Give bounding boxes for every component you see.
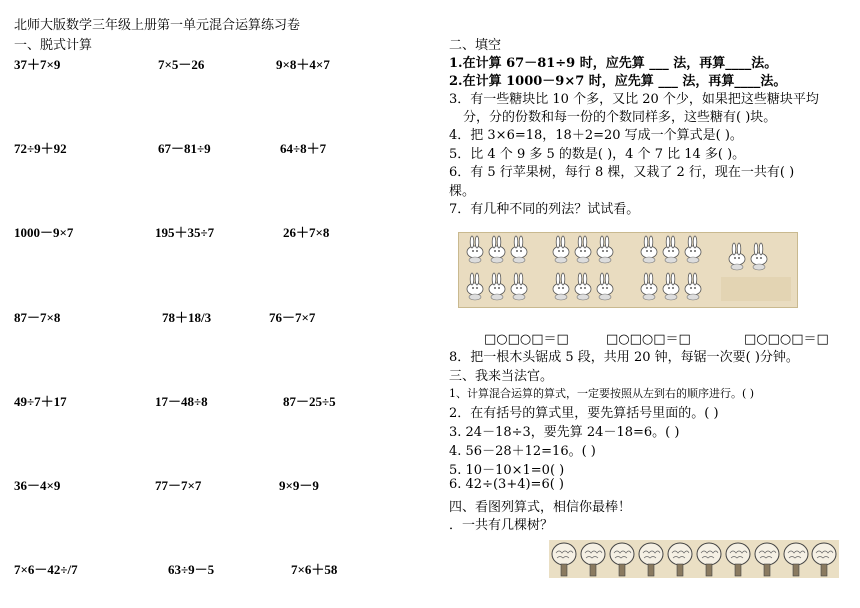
fill-question-1: 1.在计算 67－81÷9 时，应先算 ___ 法，再算____法。 <box>449 56 778 71</box>
problem: 1000－9×7 <box>14 225 74 240</box>
rabbits-picture <box>458 232 798 308</box>
problem: 49÷7＋17 <box>14 394 67 409</box>
judge-5: 5. 10－10×1=0( ) <box>449 463 565 478</box>
fill-question-4: 4．把 3×6=18，18＋2=20 写成一个算式是( )。 <box>449 128 743 143</box>
judge-6: 6. 42÷(3+4)=6( ) <box>449 477 564 492</box>
judge-2: 2．在有括号的算式里，要先算括号里面的。( ) <box>449 406 719 421</box>
fill-question-5: 5．比 4 个 9 多 5 的数是( )，4 个 7 比 14 多( )。 <box>449 147 746 162</box>
fill-question-2: 2.在计算 1000－9×7 时，应先算 ___ 法，再算____法。 <box>449 74 787 89</box>
problem: 7×5－26 <box>158 57 205 72</box>
problem: 63÷9－5 <box>168 562 215 577</box>
judge-4: 4. 56－28＋12=16。( ) <box>449 444 596 459</box>
problem: 67－81÷9 <box>158 141 211 156</box>
problem: 7×6＋58 <box>291 562 338 577</box>
fill-question-6a: 6．有 5 行苹果树，每行 8 棵，又栽了 2 行，现在一共有( ) <box>449 165 795 180</box>
judge-3: 3. 24－18÷3，要先算 24－18=6。( ) <box>449 425 680 440</box>
fill-question-6b: 棵。 <box>449 184 476 199</box>
problem: 26＋7×8 <box>283 225 330 240</box>
problem: 87－7×8 <box>14 310 61 325</box>
problem: 9×8＋4×7 <box>276 57 330 72</box>
fill-question-8: 8．把一根木头锯成 5 段，共用 20 钟，每锯一次要( )分钟。 <box>449 350 799 365</box>
problem: 72÷9＋92 <box>14 141 67 156</box>
formula-blank[interactable]: □○□○□＝□ <box>606 332 691 347</box>
rabbit-icon <box>459 233 797 307</box>
problem: 87－25÷5 <box>283 394 336 409</box>
fill-question-7: 7．有几种不同的列法？试试看。 <box>449 202 640 217</box>
problem: 77－7×7 <box>155 478 202 493</box>
trees-picture <box>549 540 839 578</box>
judge-1: 1、计算混合运算的算式，一定要按照从左到右的顺序进行。( ) <box>449 387 755 400</box>
problem: 195＋35÷7 <box>155 225 215 240</box>
problem: 76－7×7 <box>269 310 316 325</box>
problem: 64÷8＋7 <box>280 141 327 156</box>
problem: 9×9－9 <box>279 478 319 493</box>
formula-blank[interactable]: □○□○□＝□ <box>744 332 829 347</box>
page-title: 北师大版数学三年级上册第一单元混合运算练习卷 <box>14 18 301 33</box>
formula-blank[interactable]: □○□○□＝□ <box>484 332 569 347</box>
section-2-heading: 二、填空 <box>449 38 502 53</box>
fill-question-3a: 3．有一些糖块比 10 个多，又比 20 个少，如果把这些糖块平均 <box>449 92 819 107</box>
tree-icon <box>549 540 839 578</box>
problem: 78＋18/3 <box>162 310 212 325</box>
fill-question-3b: 分，分的份数和每一份的个数同样多，这些糖有( )块。 <box>463 110 777 125</box>
problem: 37＋7×9 <box>14 57 61 72</box>
tree-question: ．一共有几棵树？ <box>449 518 554 533</box>
section-1-heading: 一、脱式计算 <box>14 38 93 53</box>
problem: 17－48÷8 <box>155 394 208 409</box>
problem: 7×6－42÷/7 <box>14 562 78 577</box>
problem: 36－4×9 <box>14 478 61 493</box>
section-4-heading: 四、看图列算式，相信你最棒！ <box>449 500 632 515</box>
section-3-heading: 三、我来当法官。 <box>449 369 554 384</box>
